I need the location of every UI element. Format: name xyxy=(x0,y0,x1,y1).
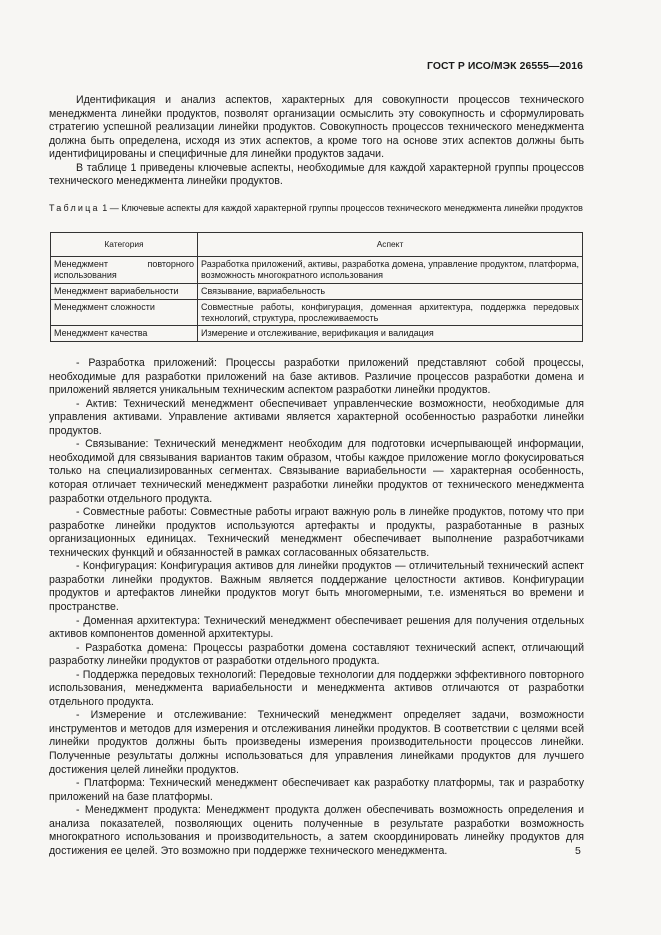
table-row xyxy=(51,326,583,342)
list-item: - Поддержка передовых технологий: Передовые технологии для поддержки эффективного повторного использования, менеджмента вариабельности и менеджмента активов отличаются от разработки отдельного продукта. xyxy=(49,668,584,708)
list-item: - Доменная архитектура: Технический менеджмент обеспечивает решения для получения отдельных активов компонентов доменной архитектуры. xyxy=(49,614,584,641)
list-item: - Связывание: Технический менеджмент необходим для подготовки исчерпывающей информации, необходимой для связывания вариантов таким образом, чтобы каждое приложение могло фокусироваться только на специализированных сегментах. Связывание вариабельности — характерная особенность, которая отличает технический менеджмент разработки линейки продуктов от технического менеджмента разработки отдельного продукта. xyxy=(49,438,584,505)
page-number: 5 xyxy=(575,845,581,857)
table-cell-aspect: Измерение и отслеживание, верификация и валидация xyxy=(198,326,583,342)
list-item: - Платформа: Технический менеджмент обеспечивает как разработку платформы, так и разработку приложений на базе платформы. xyxy=(49,777,584,803)
page-content xyxy=(49,94,584,858)
list-item: - Разработка домена: Процессы разработки домена составляют технический аспект, отличающий разработку линейки продуктов от разработки отдельного продукта. xyxy=(49,641,584,668)
table-cell-category: Менеджмент повторного использования xyxy=(51,257,198,284)
table-cell-category: Менеджмент качества xyxy=(51,326,198,342)
header-category: Категория xyxy=(51,233,198,257)
table-cell-aspect: Разработка приложений, активы, разработка домена, управление продуктом, платформа, возможность многократного использования xyxy=(198,257,583,284)
list-item: - Конфигурация: Конфигурация активов для линейки продуктов — отличительный технический аспект разработки линейки продуктов. Важным является поддержание целостности активов. Конфигурации продуктов и артефактов линейки продуктов могут быть многомерными, т.е. изменяться во времени и пространстве. xyxy=(49,560,584,613)
list-item: - Измерение и отслеживание: Технический менеджмент определяет задачи, возможности инструментов и методов для измерения и отслеживания линейки продуктов. В соответствии с целями всей линейки продуктов должны быть произведены измерения производительности процессов линейки. Полученные результаты должны использоваться для управления линейками продуктов для лучшего достижения целей линейки продуктов. xyxy=(49,709,584,776)
table-cell-aspect: Связывание, вариабельность xyxy=(198,283,583,299)
table-cell-category: Менеджмент вариабельности xyxy=(51,283,198,299)
intro-paragraph: В таблице 1 приведены ключевые аспекты, необходимые для каждой характерной группы процессов технического менеджмента линейки продуктов. xyxy=(49,161,584,188)
intro-paragraph: Идентификация и анализ аспектов, характерных для совокупности процессов технического менеджмента линейки продуктов, позволят организации осмыслить эту совокупность и сформулировать стратегию успешной реализации линейки продуктов. Совокупность процессов технического менеджмента должна быть определена, исходя из этих аспектов, а кроме того на основе этих аспектов должны быть идентифицированы и специфичные для линейки продуктов задачи. xyxy=(49,94,584,161)
table-row xyxy=(51,257,583,284)
list-item: - Менеджмент продукта: Менеджмент продукта должен обеспечивать возможность определения и анализа показателей, позволяющих оценить полученные в результате разработки возможность многократного использования и производительность, а затем скоординировать линейку продуктов для достижения ее целей. Это возможно при поддержке технического менеджмента. xyxy=(49,804,584,857)
standard-header: ГОСТ Р ИСО/МЭК 26555—2016 xyxy=(427,61,583,72)
list-item: - Совместные работы: Совместные работы играют важную роль в линейке продуктов, потому что при разработке линейки продуктов используются артефакты и продукты, разработанные в разных организационных единицах. Технический менеджмент обеспечивает выполнение разработчиками технических функций и обязанностей в рамках согласованных обязательств. xyxy=(49,506,584,559)
table-cell-category: Менеджмент сложности xyxy=(51,299,198,326)
header-aspect: Аспект xyxy=(198,233,583,257)
table-row xyxy=(51,283,583,299)
table-caption-label: Таблица xyxy=(49,202,100,213)
table-caption xyxy=(49,203,584,215)
table-cell-aspect: Совместные работы, конфигурация, доменная архитектура, поддержка передовых технологий, структура, прослеживаемость xyxy=(198,299,583,326)
list-item: - Актив: Технический менеджмент обеспечивает управленческие возможности, необходимые для управления активами. Управление активами является характерной особенностью разработки линейки продуктов. xyxy=(49,397,584,437)
table-header-row xyxy=(51,233,583,257)
aspect-list xyxy=(49,357,584,858)
list-item: - Разработка приложений: Процессы разработки приложений представляют собой процессы, необходимые для разработки приложений на базе активов. Различие процессов разработки домена и приложений является уникальным техническим аспектом разработки линейки продуктов. xyxy=(49,357,584,397)
table-row xyxy=(51,299,583,326)
aspects-table xyxy=(50,232,583,342)
table-caption-text: 1 — Ключевые аспекты для каждой характерной группы процессов технического менеджмента линейки продуктов xyxy=(102,202,583,213)
